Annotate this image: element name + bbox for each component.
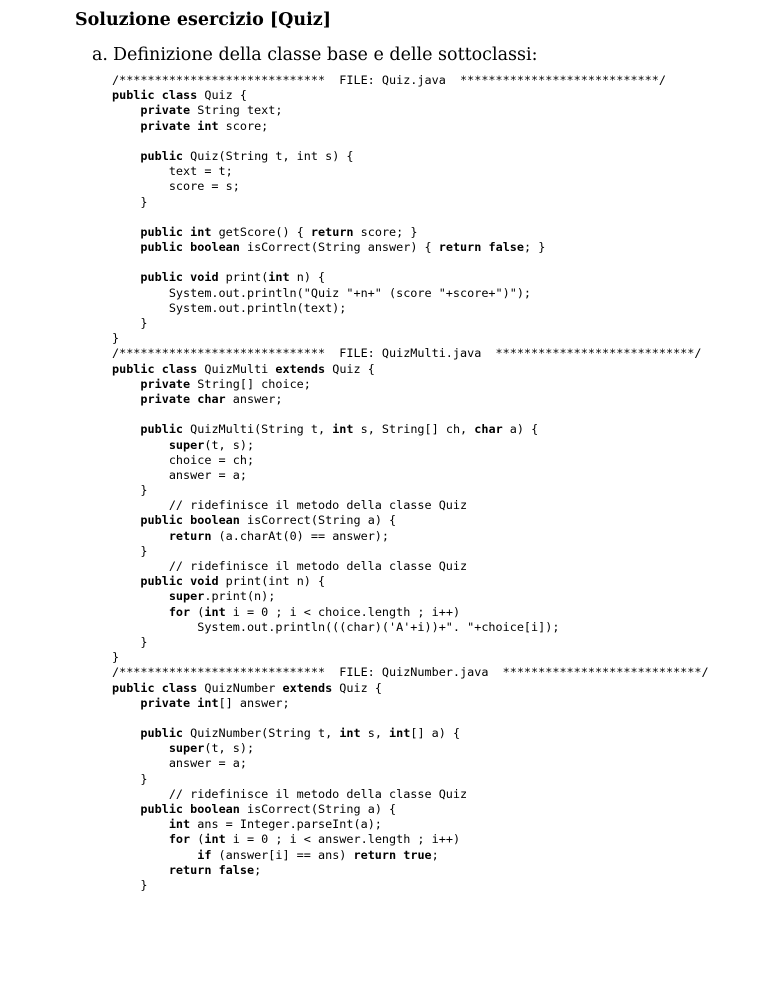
code-line	[112, 407, 709, 422]
code-line	[112, 498, 709, 513]
code-keyword: return	[353, 847, 397, 862]
code-keyword: public	[112, 680, 155, 695]
code-line	[112, 438, 709, 453]
code-line	[112, 574, 709, 589]
code-line	[112, 301, 709, 316]
code-line	[112, 787, 709, 802]
code-text: answer = a;	[112, 467, 247, 482]
code-line	[112, 316, 709, 331]
code-line	[112, 88, 709, 103]
code-line	[112, 134, 709, 149]
code-text	[112, 726, 140, 740]
code-line	[112, 589, 709, 604]
code-line	[112, 711, 709, 726]
code-line	[112, 119, 709, 134]
code-text: i = 0 ; i < choice.length ; i++)	[225, 604, 461, 619]
code-keyword: char	[197, 391, 226, 406]
code-line	[112, 620, 709, 635]
page-title: Soluzione esercizio [Quiz]	[75, 10, 331, 30]
code-keyword: public	[140, 726, 184, 741]
code-line	[112, 635, 709, 650]
code-text: (	[190, 832, 205, 847]
code-text: QuizMulti(String t,	[183, 422, 333, 437]
code-line	[112, 362, 709, 377]
code-keyword: int	[332, 422, 354, 437]
code-text: QuizNumber(String t,	[183, 726, 340, 741]
code-line	[112, 802, 709, 817]
code-text	[112, 438, 169, 452]
code-text	[112, 377, 140, 391]
code-text: choice = ch;	[112, 452, 255, 467]
code-keyword: return	[168, 528, 212, 543]
code-text	[112, 574, 140, 588]
code-text: ans = Integer.parseInt(a);	[190, 817, 382, 832]
code-keyword: public	[140, 148, 184, 163]
code-text: (t, s);	[204, 741, 255, 756]
code-text	[112, 240, 140, 254]
code-text: QuizMulti	[197, 361, 276, 376]
code-keyword: int	[389, 726, 411, 741]
code-keyword: private	[140, 376, 191, 391]
code-text: Quiz {	[332, 680, 382, 695]
code-line	[112, 164, 709, 179]
code-line	[112, 270, 709, 285]
code-text: Quiz {	[197, 88, 247, 103]
code-text: }	[112, 316, 148, 330]
code-line	[112, 559, 709, 574]
code-line	[112, 453, 709, 468]
code-keyword: int	[268, 270, 290, 285]
code-text: System.out.println("Quiz "+n+" (score "+score+")");	[112, 285, 532, 300]
code-text	[112, 832, 169, 846]
code-line	[112, 255, 709, 270]
code-text: String text;	[190, 103, 283, 118]
code-text	[112, 149, 140, 163]
code-keyword: super	[168, 589, 205, 604]
code-line	[112, 650, 709, 665]
code-keyword: int	[197, 118, 219, 133]
code-line	[112, 392, 709, 407]
code-line	[112, 665, 709, 680]
code-keyword: void	[190, 270, 219, 285]
code-line	[112, 483, 709, 498]
code-keyword: public	[140, 240, 184, 255]
code-keyword: return	[438, 240, 482, 255]
code-line	[112, 544, 709, 559]
code-line	[112, 149, 709, 164]
code-text	[112, 422, 140, 436]
code-keyword: void	[190, 574, 219, 589]
code-line	[112, 377, 709, 392]
code-keyword: public	[112, 88, 155, 103]
code-keyword: extends	[275, 361, 326, 376]
code-text: (a.charAt(0) == answer);	[211, 528, 390, 543]
code-text: i = 0 ; i < answer.length ; i++)	[225, 832, 461, 847]
code-line	[112, 741, 709, 756]
code-text: isCorrect(String a) {	[239, 802, 397, 816]
code-keyword: class	[161, 88, 198, 103]
code-line	[112, 848, 709, 863]
code-line	[112, 513, 709, 528]
code-text: (t, s);	[204, 437, 255, 452]
code-keyword: int	[168, 817, 191, 832]
code-keyword: public	[140, 574, 184, 589]
code-line	[112, 605, 709, 620]
code-text	[211, 863, 218, 877]
code-text: score;	[218, 118, 269, 133]
code-text: Quiz(String t, int s) {	[183, 148, 354, 163]
code-text: ;	[431, 847, 439, 862]
code-text: /***************************** FILE: QuizNumber.java ****************************/	[112, 665, 709, 680]
code-keyword: boolean	[190, 802, 240, 816]
code-keyword: boolean	[190, 513, 240, 528]
code-keyword: int	[197, 695, 219, 710]
code-keyword: int	[190, 224, 212, 239]
code-text: a) {	[502, 422, 539, 437]
code-keyword: if	[197, 847, 212, 862]
code-text: .print(n);	[204, 589, 276, 604]
code-line	[112, 696, 709, 711]
code-keyword: super	[168, 437, 205, 452]
code-line	[112, 468, 709, 483]
code-text: s,	[360, 726, 390, 741]
code-text: }	[112, 483, 148, 498]
code-text: (answer[i] == ans)	[211, 847, 354, 862]
code-line	[112, 681, 709, 696]
code-text: [] a) {	[410, 726, 461, 741]
code-line	[112, 210, 709, 225]
code-text	[112, 696, 140, 710]
code-text	[112, 817, 169, 831]
code-keyword: class	[161, 361, 198, 376]
code-line	[112, 331, 709, 346]
code-line	[112, 73, 709, 88]
code-text	[112, 103, 140, 117]
code-line	[112, 817, 709, 832]
code-keyword: public	[140, 513, 184, 528]
code-text: // ridefinisce il metodo della classe Quiz	[112, 786, 468, 801]
code-line	[112, 103, 709, 118]
code-text: }	[112, 634, 148, 649]
code-text: }	[112, 877, 148, 892]
code-keyword: true	[403, 847, 432, 862]
code-text: getScore() {	[211, 224, 311, 239]
code-keyword: for	[168, 604, 191, 619]
code-text	[112, 589, 169, 603]
code-keyword: int	[204, 604, 226, 619]
code-text	[112, 529, 169, 543]
code-line	[112, 529, 709, 544]
code-text: }	[112, 650, 120, 665]
code-text: System.out.println(text);	[112, 300, 347, 315]
code-text	[112, 741, 169, 755]
code-keyword: public	[140, 224, 184, 239]
code-text: ; }	[524, 240, 546, 255]
code-text	[112, 848, 197, 862]
code-text: score; }	[353, 224, 418, 239]
code-text: [] answer;	[218, 695, 290, 710]
code-keyword: return	[168, 862, 212, 877]
code-text	[112, 270, 140, 284]
code-text: }	[112, 331, 120, 346]
code-text	[112, 863, 169, 877]
code-keyword: false	[488, 240, 524, 255]
code-text	[112, 605, 169, 619]
code-text: ;	[254, 862, 262, 877]
code-text: answer;	[225, 391, 283, 406]
code-keyword: private	[140, 391, 191, 406]
code-keyword: public	[140, 270, 184, 285]
code-text	[112, 802, 140, 816]
code-line	[112, 726, 709, 741]
code-text: System.out.println(((char)('A'+i))+". "+choice[i]);	[112, 619, 560, 634]
code-line	[112, 756, 709, 771]
code-line	[112, 832, 709, 847]
code-text: // ridefinisce il metodo della classe Quiz	[112, 559, 468, 573]
code-text: isCorrect(String answer) {	[239, 240, 439, 255]
code-keyword: return	[310, 224, 354, 239]
code-line	[112, 772, 709, 787]
code-keyword: public	[140, 802, 184, 816]
code-line	[112, 225, 709, 240]
code-text: (	[190, 604, 205, 619]
code-line	[112, 286, 709, 301]
code-keyword: for	[168, 832, 191, 847]
code-text	[155, 362, 162, 376]
code-line	[112, 422, 709, 437]
code-keyword: super	[168, 741, 205, 756]
code-keyword: extends	[282, 680, 333, 695]
code-text	[155, 681, 162, 695]
code-text: print(	[218, 270, 269, 285]
code-keyword: public	[112, 361, 155, 376]
list-marker: a.	[92, 45, 108, 65]
code-text	[112, 513, 140, 527]
code-line	[112, 863, 709, 878]
code-text: isCorrect(String a) {	[239, 513, 397, 528]
code-keyword: private	[140, 118, 191, 133]
code-keyword: boolean	[190, 240, 240, 255]
code-keyword: int	[339, 726, 361, 741]
code-text: print(int n) {	[218, 574, 326, 589]
code-line	[112, 878, 709, 893]
code-text: s, String[] ch,	[353, 422, 475, 437]
code-text: score = s;	[112, 179, 240, 194]
code-text: /***************************** FILE: Quiz.java ****************************/	[112, 73, 666, 87]
code-text: }	[112, 771, 148, 786]
code-keyword: char	[474, 422, 503, 437]
code-text: /***************************** FILE: QuizMulti.java ****************************/	[112, 346, 702, 361]
code-keyword: false	[218, 862, 255, 877]
code-text: Quiz {	[325, 361, 375, 376]
code-keyword: class	[161, 680, 198, 695]
code-text: QuizNumber	[197, 680, 283, 695]
code-text: n) {	[289, 270, 326, 285]
code-listing	[112, 73, 709, 893]
code-text	[155, 88, 162, 102]
section-heading	[92, 45, 537, 65]
code-text	[112, 392, 140, 406]
code-line	[112, 195, 709, 210]
code-keyword: public	[140, 422, 184, 437]
code-keyword: private	[140, 103, 191, 118]
code-text	[112, 225, 140, 239]
code-text: }	[112, 194, 148, 209]
code-text: answer = a;	[112, 756, 247, 771]
code-keyword: int	[204, 832, 226, 847]
code-text	[112, 119, 140, 133]
code-line	[112, 240, 709, 255]
section-heading-text: Definizione della classe base e delle sottoclassi:	[113, 45, 538, 65]
code-text: // ridefinisce il metodo della classe Quiz	[112, 498, 468, 513]
code-text: String[] choice;	[190, 376, 311, 391]
code-line	[112, 179, 709, 194]
code-text: text = t;	[112, 164, 233, 179]
code-keyword: private	[140, 695, 191, 710]
code-line	[112, 346, 709, 361]
code-text: }	[112, 543, 148, 558]
